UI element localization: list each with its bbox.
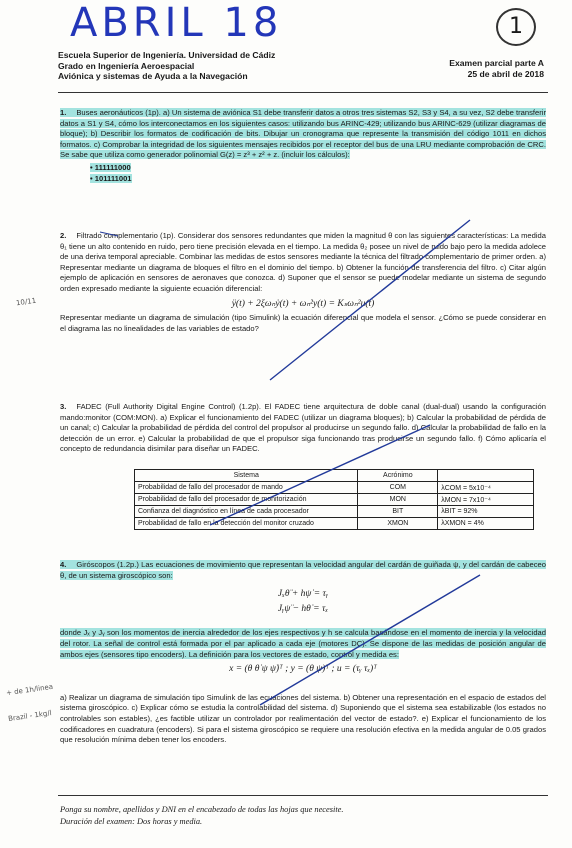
footer-line-2: Duración del examen: Dos horas y media. bbox=[60, 817, 203, 826]
table-header: Sistema bbox=[135, 470, 358, 482]
crc-message-1: • 111111000 bbox=[90, 162, 131, 172]
fadec-table bbox=[134, 469, 534, 530]
exam-name: Examen parcial parte A bbox=[449, 58, 544, 68]
table-cell: λXMON = 4% bbox=[438, 518, 534, 530]
header-exam bbox=[449, 58, 544, 79]
gyro-equation-1: Jₓθ̈ + hψ̇ = τᵧ bbox=[277, 589, 329, 600]
table-cell: COM bbox=[358, 482, 438, 494]
footer bbox=[60, 804, 343, 828]
margin-note-2: + de 1h/linea bbox=[5, 682, 54, 698]
question-2-number: 2. bbox=[60, 231, 67, 240]
crc-messages bbox=[90, 163, 546, 184]
table-header: Acrónimo bbox=[358, 470, 438, 482]
table-cell: λMON = 7x10⁻⁴ bbox=[438, 494, 534, 506]
course-name: Aviónica y sistemas de Ayuda a la Navegación bbox=[58, 71, 248, 81]
table-cell: λCOM = 5x10⁻⁴ bbox=[438, 482, 534, 494]
footer-rule bbox=[58, 795, 548, 796]
school-name: Escuela Superior de Ingeniería. Universidad de Cádiz bbox=[58, 50, 276, 60]
table-cell: BIT bbox=[358, 506, 438, 518]
question-1 bbox=[60, 108, 546, 184]
table-header-row bbox=[135, 470, 534, 482]
question-4-text-3: a) Realizar un diagrama de simulación tipo Simulink de las ecuaciones del sistema. b) Obtener una representación en el espacio de estados del sistema giroscópico. c) Explicar cómo se estudia la controlabilidad del sistema. d) Suponiendo que el sistema sea estabilizable (los estados no controlables son estables), ¿es factible utilizar un controlador por realimentación del vector de estado?. e) Explicar el funcionamiento de los codificadores en cuadratura (encoders). Si para el sistema giroscópico se requiere una resolución efectiva en la medida angular de 0.05 grados que resolución mínima deben tener los encoders. bbox=[60, 692, 546, 745]
state-vectors: x = (θ θ̇ ψ ψ̇)ᵀ ; y = (θ ψ)ᵀ ; u = (τᵧ τₓ)ᵀ bbox=[229, 664, 377, 675]
table-cell: XMON bbox=[358, 518, 438, 530]
gyro-equation-2: Jᵧψ̈ − hθ̇ = τₓ bbox=[277, 603, 329, 614]
question-4-number: 4. bbox=[60, 560, 67, 569]
table-header bbox=[438, 470, 534, 482]
table-cell: λBIT = 92% bbox=[438, 506, 534, 518]
question-4-text-2: donde Jₓ y Jᵧ son los momentos de inercia alrededor de los ejes respectivos y h se calcula basándose en el momento de inercia y la velocidad del rotor. La señal de control está formada por el par aplicado a cada eje (motores DC). Se dispone de las medidas de posición angular de ambos ejes (sensores tipo encoders). La definición para los vectores de estado, control y medida es: bbox=[60, 628, 546, 659]
question-3-text: FADEC (Full Authority Digital Engine Control) (1.2p). El FADEC tiene arquitectura de doble canal (dual-dual) usando la configuración mando:monitor (COM:MON). a) Explicar el funcionamiento del FADEC (utilizar un diagrama bloques); b) Calcular la probabilidad de pérdida de un canal; c) Calcular la probabilidad de pérdida del control del propulsor al producirse un segundo fallo. d) Calcular la probabilidad de fallo en la detección de un error. e) Calcular la probabilidad de que el propulsor siga funcionando tras producirse un segundo fallo. f) Cómo aplicaría el concepto de redundancia disimilar para diseñar un FADEC. bbox=[60, 402, 546, 454]
margin-note-1: 10/11 bbox=[15, 296, 37, 308]
question-2-text: Filtrado complementario (1p). Considerar dos sensores redundantes que miden la magnitud θ con las siguientes características: La medida θ₁ tiene un alto contenido en ruido, pero tiene precisión elevada en el tiempo. La medida θ₂ posee un nivel de ruido bajo pero la medida adolece de una deriva temporal apreciable. Combinar las medidas de estos sensores mediante la técnica del filtrado complementario de primer orden. a) Representar mediante un diagrama de bloques el filtro en el dominio del tiempo. b) Obtener la función de transferencia del filtro. c) Citar algún ejemplo de aplicación en sensores de aeronaves que conozca. d) Suponer que el sensor se puede modelar mediante un sistema de segundo orden expresado mediante la siguiente ecuación diferencial: bbox=[60, 231, 546, 293]
page-number-circle: 1 bbox=[496, 8, 536, 46]
header-institution bbox=[58, 50, 275, 82]
crc-message-2: • 101111001 bbox=[90, 173, 132, 183]
question-2 bbox=[60, 231, 546, 334]
table-cell: Probabilidad de fallo del procesador de monitorización bbox=[135, 494, 358, 506]
footer-line-1: Ponga su nombre, apellidos y DNI en el encabezado de todas las hojas que necesite. bbox=[60, 805, 344, 814]
table-row bbox=[135, 506, 534, 518]
table-cell: Probabilidad de fallo del procesador de mando bbox=[135, 482, 358, 494]
question-4-text: Giróscopos (1.2p.) Las ecuaciones de movimiento que representan la velocidad angular del cardán de guiñada ψ, y del cardán de cabeceo θ, de un sistema giroscópico son: bbox=[60, 560, 546, 580]
table-row bbox=[135, 482, 534, 494]
degree-name: Grado en Ingeniería Aeroespacial bbox=[58, 60, 195, 71]
table-cell: Confianza del diagnóstico en línea de cada procesador bbox=[135, 506, 358, 518]
question-1-number: 1. bbox=[60, 108, 67, 117]
margin-note-3: Brazil - 1kg/l bbox=[7, 708, 53, 724]
table-row bbox=[135, 494, 534, 506]
sensor-equation: ÿ(t) + 2ξωₙẏ(t) + ωₙ²y(t) = Kₛωₙ²u(t) bbox=[231, 298, 375, 309]
question-4 bbox=[60, 560, 546, 746]
question-3 bbox=[60, 402, 546, 455]
exam-date: 25 de abril de 2018 bbox=[467, 68, 544, 79]
question-3-number: 3. bbox=[60, 402, 67, 411]
table-cell: Probabilidad de fallo en la detección del monitor cruzado bbox=[135, 518, 358, 530]
header-rule bbox=[58, 92, 548, 93]
question-2-text-2: Representar mediante un diagrama de simulación (tipo Simulink) la ecuación diferencial que modela el sensor. ¿Cómo se puede considerar en el diagrama las no linealidades de las variables de estado? bbox=[60, 313, 546, 333]
table-row bbox=[135, 518, 534, 530]
table-cell: MON bbox=[358, 494, 438, 506]
question-1-text: Buses aeronáuticos (1p). a) Un sistema de aviónica S1 debe transferir datos a otros tres sistemas S2, S3 y S4, a su vez, S2 debe transferir datos a S1 y S4, cómo los interconectamos en los siguientes casos: utilizando bus ARINC-429; utilizando bus ARINC-629 (utilizar diagramas de bloque); b) Describir los formatos de codificación de bits. Dibujar un cronograma que represente la transmisión del código 1011 en dichos formatos. c) Comprobar la integridad de los siguientes mensajes recibidos por el receptor del bus de una LRU mediante comprobación de CRC. Se sabe que utiliza como generador polinomial G(z) = z³ + z² + z. (incluir los cálculos): bbox=[60, 108, 546, 160]
handwritten-title: ABRIL 18 bbox=[70, 0, 283, 46]
